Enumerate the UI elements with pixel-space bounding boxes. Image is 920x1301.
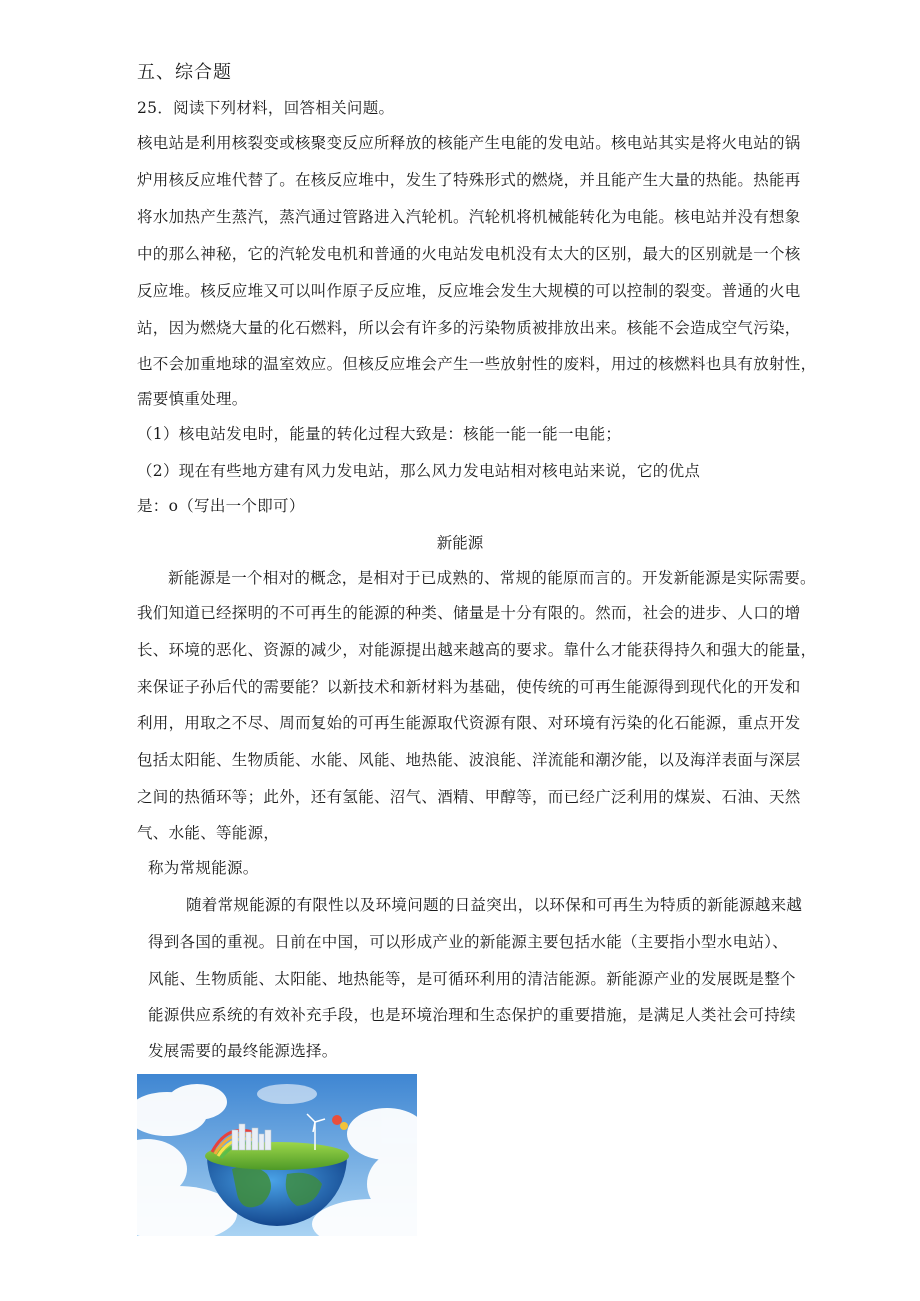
passage2-line: 包括太阳能、生物质能、水能、风能、地热能、波浪能、洋流能和潮汐能，以及海洋表面与深层 [137, 751, 801, 769]
passage2-line: 长、环境的恶化、资源的减少，对能源提出越来越高的要求。靠什么才能获得持久和强大的能量， [137, 641, 817, 659]
passage1-line: 将水加热产生蒸汽，蒸汽通过管路进入汽轮机。汽轮机将机械能转化为电能。核电站并没有想象 [137, 208, 801, 226]
passage2-line: 气、水能、等能源， [137, 824, 280, 842]
passage2-line: 之间的热循环等；此外，还有氢能、沼气、酒精、甲醇等，而已经广泛利用的煤炭、石油、天然 [137, 788, 801, 806]
new-energy-illustration [137, 1074, 417, 1236]
passage2-line: 来保证子孙后代的需要能？以新技术和新材料为基础，使传统的可再生能源得到现代化的开发和 [137, 678, 801, 696]
question-stem: 25．阅读下列材料，回答相关问题。 [137, 99, 395, 117]
passage1-line: 需要慎重处理。 [137, 390, 248, 408]
passage2-line: 称为常规能源。 [148, 859, 259, 877]
sub-question-1: （1）核电站发电时，能量的转化过程大致是：核能一能一能一电能； [137, 425, 622, 443]
section-heading: 五、综合题 [137, 62, 232, 83]
passage3-line: 能源供应系统的有效补充手段，也是环境治理和生态保护的重要措施，是满足人类社会可持续 [148, 1006, 796, 1024]
passage1-line: 也不会加重地球的温室效应。但核反应堆会产生一些放射性的废料，用过的核燃料也具有放射性， [137, 355, 817, 373]
earth-globe-icon [137, 1074, 417, 1236]
passage3-line: 发展需要的最终能源选择。 [148, 1042, 338, 1060]
passage2-line: 我们知道已经探明的不可再生的能源的种类、储量是十分有限的。然而，社会的进步、人口的增 [137, 604, 801, 622]
passage1-line: 站，因为燃烧大量的化石燃料，所以会有许多的污染物质被排放出来。核能不会造成空气污染， [137, 319, 801, 337]
passage3-line: 得到各国的重视。日前在中国，可以形成产业的新能源主要包括水能（主要指小型水电站）、 [148, 933, 789, 951]
sub-question-2: （2）现在有些地方建有风力发电站，那么风力发电站相对核电站来说，它的优点 [137, 462, 701, 480]
passage3-line: 随着常规能源的有限性以及环境问题的日益突出，以环保和可再生为特质的新能源越来越 [186, 896, 803, 914]
passage1-line: 中的那么神秘，它的汽轮发电机和普通的火电站发电机没有太大的区别，最大的区别就是一个核 [137, 245, 801, 263]
passage2-line: 新能源是一个相对的概念，是相对于已成熟的、常规的能原而言的。开发新能源是实际需要。 [168, 569, 816, 587]
passage1-line: 核电站是利用核裂变或核聚变反应所释放的核能产生电能的发电站。核电站其实是将火电站的锅 [137, 134, 801, 152]
passage1-line: 炉用核反应堆代替了。在核反应堆中，发生了特殊形式的燃烧，并且能产生大量的热能。热能再 [137, 171, 801, 189]
sub-question-2-cont: 是：o（写出一个即可） [137, 497, 305, 515]
passage3-line: 风能、生物质能、太阳能、地热能等，是可循环利用的清洁能源。新能源产业的发展既是整个 [148, 970, 796, 988]
passage1-line: 反应堆。核反应堆又可以叫作原子反应堆，反应堆会发生大规模的可以控制的裂变。普通的火电 [137, 282, 801, 300]
passage2-line: 利用，用取之不尽、周而复始的可再生能源取代资源有限、对环境有污染的化石能源，重点开发 [137, 714, 801, 732]
passage2-title: 新能源 [436, 534, 484, 552]
